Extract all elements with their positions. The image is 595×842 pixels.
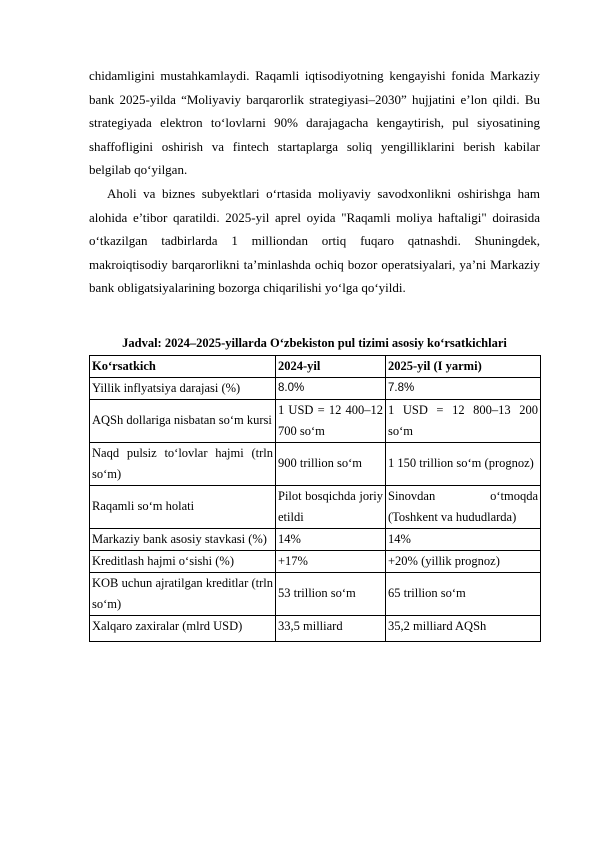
cell-2025: 14% (386, 528, 541, 550)
cell-indicator: AQSh dollariga nisbatan so‘m kursi (90, 399, 276, 442)
cell-2025: 65 trillion so‘m (386, 572, 541, 615)
table-row (90, 377, 541, 399)
table-row (90, 572, 541, 615)
table-row (90, 550, 541, 572)
table-row (90, 442, 541, 485)
table-header-row (90, 355, 541, 377)
cell-indicator: Naqd pulsiz to‘lovlar hajmi (trln so‘m) (90, 442, 276, 485)
indicators-table (89, 355, 541, 642)
header-indicator: Ko‘rsatkich (90, 355, 276, 377)
cell-indicator: Yillik inflyatsiya darajasi (%) (90, 377, 276, 399)
cell-2024: 900 trillion so‘m (276, 442, 386, 485)
document-content (89, 64, 540, 642)
paragraph-1: chidamligini mustahkamlaydi. Raqamli iqtisodiyotning kengayishi fonida Markaziy bank 2025-yilda “Moliyaviy barqarorlik strategiyasi–2030” hujjatini e’lon qildi. Bu strategiyada elektron to‘lovlarni 90% darajagacha kengaytirish, pul siyosatining shaffofligini oshirish va fintech startaplarga soliq yengilliklarini berish kabilar belgilab qo‘yilgan. (89, 68, 540, 178)
table-row (90, 528, 541, 550)
cell-2024: 14% (276, 528, 386, 550)
header-2024: 2024-yil (276, 355, 386, 377)
cell-indicator: KOB uchun ajratilgan kreditlar (trln so‘m) (90, 572, 276, 615)
cell-2024: 1 USD = 12 400–12 700 so‘m (276, 399, 386, 442)
cell-2024: 53 trillion so‘m (276, 572, 386, 615)
cell-2025: Sinovdan o‘tmoqda (Toshkent va hududlarda) (386, 485, 541, 528)
cell-2024: +17% (276, 550, 386, 572)
cell-2025: 1 USD = 12 800–13 200 so‘m (386, 399, 541, 442)
table-row (90, 615, 541, 641)
cell-2025: +20% (yillik prognoz) (386, 550, 541, 572)
table-row (90, 485, 541, 528)
cell-indicator: Raqamli so‘m holati (90, 485, 276, 528)
table-caption: Jadval: 2024–2025-yillarda O‘zbekiston pul tizimi asosiy ko‘rsatkichlari (122, 335, 507, 350)
cell-2025: 7.8% (386, 377, 541, 399)
header-2025: 2025-yil (I yarmi) (386, 355, 541, 377)
cell-indicator: Xalqaro zaxiralar (mlrd USD) (90, 615, 276, 641)
cell-indicator: Kreditlash hajmi o‘sishi (%) (90, 550, 276, 572)
cell-2024: 33,5 milliard (276, 615, 386, 641)
paragraph-2: Aholi va biznes subyektlari o‘rtasida moliyaviy savodxonlikni oshirishga ham alohida e’tibor qaratildi. 2025-yil aprel oyida "Raqamli moliya haftaligi" doirasida o‘tkazilgan tadbirlarda 1 milliondan ortiq fuqaro qatnashdi. Shuningdek, makroiqtisodiy barqarorlikni ta’minlashda ochiq bozor operatsiyalari, ya’ni Markaziy bank obligatsiyalarining bozorga chiqarilishi yo‘lga qo‘yildi. (89, 185, 540, 296)
table-row (90, 399, 541, 442)
cell-2025: 1 150 trillion so‘m (prognoz) (386, 442, 541, 485)
cell-2024: Pilot bosqichda joriy etildi (276, 485, 386, 528)
cell-2024: 8.0% (276, 377, 386, 399)
cell-2025: 35,2 milliard AQSh (386, 615, 541, 641)
cell-indicator: Markaziy bank asosiy stavkasi (%) (90, 528, 276, 550)
